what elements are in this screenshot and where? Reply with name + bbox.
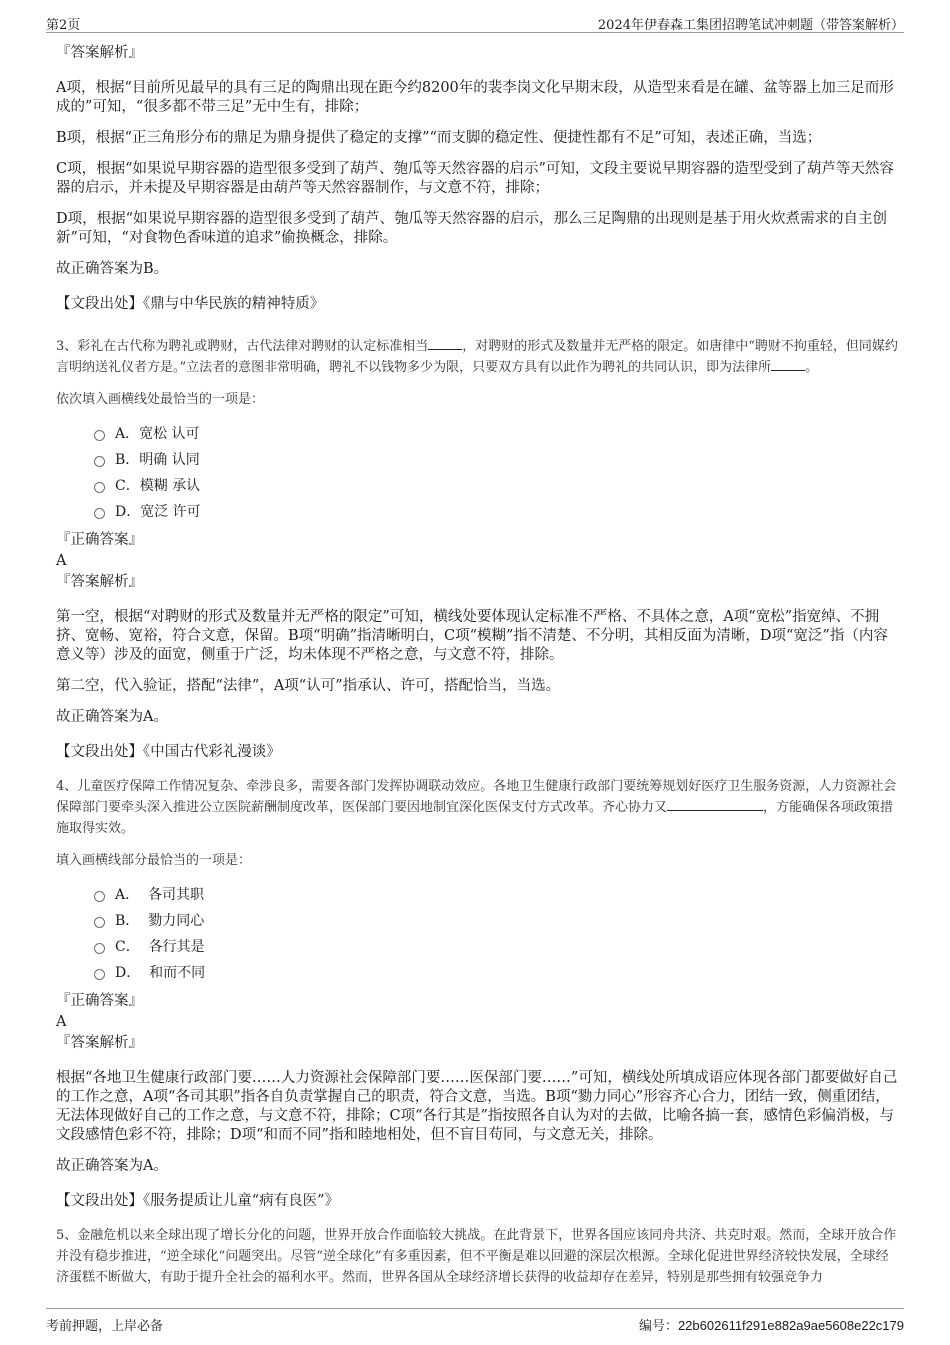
radio-icon[interactable] <box>94 430 105 441</box>
conclusion: 故正确答案为A。 <box>56 1158 168 1174</box>
footer-slogan: 考前押题，上岸必备 <box>46 1319 164 1334</box>
correct-answer-label: 『正确答案』 <box>56 532 143 548</box>
analysis-text: 第一空，根据“对聘财的形式及数量并无严格的限定”可知，横线处要体现认定标准不严格、不具体之意，A项“宽松”指宽绰、不拥挤、宽畅、宽裕，符合文意，保留。B项“明确”指清晰明白，C项“模糊”指不清楚、不分明，其相反面为清晰，D项“宽泛”指（内容意义等）涉及的面宽，侧重于广泛，均未体现不严格之意，与文意不符，排除。 <box>56 609 888 663</box>
option-a[interactable]: A． 各司其职 <box>94 882 898 908</box>
source: 【文段出处】《服务提质让儿童“病有良医”》 <box>56 1193 340 1209</box>
correct-answer-label: 『正确答案』 <box>56 993 143 1009</box>
radio-icon[interactable] <box>94 891 105 902</box>
option-list <box>94 421 898 525</box>
conclusion: 故正确答案为A。 <box>56 709 168 725</box>
analysis-label: 『答案解析』 <box>56 574 143 590</box>
question-stem: 5、金融危机以来全球出现了增长分化的问题，世界开放合作面临较大挑战。在此背景下，世界各国应该同舟共济、共克时艰。然而，全球开放合作并没有稳步推进，“逆全球化”问题突出。尽管“逆全球化”有多重因素，但不平衡是难以回避的深层次根源。全球化促进世界经济较快发展，全球经济蛋糕不断做大，有助于提升全社会的福利水平。然而，世界各国从全球经济增长获得的收益却存在差异，特别是那些拥有较强竞争力 <box>56 1228 897 1285</box>
document-id: 编号：22b602611f291e882a9ae5608e22c179 <box>638 1318 904 1334</box>
analysis-label: 『答案解析』 <box>56 45 143 61</box>
option-d[interactable]: D． 和而不同 <box>94 960 898 986</box>
question-prompt: 填入画横线部分最恰当的一项是： <box>56 853 252 868</box>
source: 【文段出处】《中国古代彩礼漫谈》 <box>56 744 281 760</box>
option-c[interactable]: C．模糊 承认 <box>94 473 898 499</box>
radio-icon[interactable] <box>94 508 105 519</box>
document-body <box>56 44 898 1298</box>
radio-icon[interactable] <box>94 482 105 493</box>
source: 【文段出处】《鼎与中华民族的精神特质》 <box>56 296 325 312</box>
correct-answer: A <box>56 1014 67 1030</box>
option-list <box>94 882 898 986</box>
analysis-label: 『答案解析』 <box>56 1035 143 1051</box>
option-d[interactable]: D．宽泛 许可 <box>94 499 898 525</box>
analysis-option-d: D项，根据“如果说早期容器的造型很多受到了葫芦、匏瓜等天然容器的启示，那么三足陶鼎的出现则是基于用火炊煮需求的自主创新”可知，“对食物色香味道的追求”偷换概念，排除。 <box>56 211 888 246</box>
blank-line <box>428 337 462 350</box>
question-stem: 4、儿童医疗保障工作情况复杂、牵涉良多，需要各部门发挥协调联动效应。各地卫生健康行政部门要统筹规划好医疗卫生服务资源，人力资源社会保障部门要牵头深入推进公立医院薪酬制度改革，医保部门要因地制宜深化医保支付方式改革。齐心协力又 ，方能确保各项政策措施取得实效。 <box>56 779 897 836</box>
conclusion: 故正确答案为B。 <box>56 261 169 277</box>
radio-icon[interactable] <box>94 969 105 980</box>
analysis-option-b: B项，根据“正三角形分布的鼎足为鼎身提供了稳定的支撑”“而支脚的稳定性、便捷性都有不足”可知，表述正确，当选； <box>56 130 822 146</box>
option-b[interactable]: B． 勠力同心 <box>94 908 898 934</box>
option-c[interactable]: C． 各行其是 <box>94 934 898 960</box>
option-a[interactable]: A．宽松 认可 <box>94 421 898 447</box>
document-title: 2024年伊春森工集团招聘笔试冲刺题（带答案解析） <box>597 18 904 33</box>
question-stem: 3、彩礼在古代称为聘礼或聘财，古代法律对聘财的认定标准相当 ，对聘财的形式及数量并无严格的限定。如唐律中“聘财不拘重轻，但同媒约言明纳送礼仪者方是。”立法者的意图非常明确，聘礼不以钱物多少为限，只要双方具有以此作为聘礼的共同认识，即为法律所 。 <box>56 339 898 375</box>
radio-icon[interactable] <box>94 456 105 467</box>
analysis-option-c: C项，根据“如果说早期容器的造型很多受到了葫芦、匏瓜等天然容器的启示”可知，文段主要说早期容器的造型受到了葫芦等天然容器的启示，并未提及早期容器是由葫芦等天然容器制作，与文意不符，排除； <box>56 161 894 196</box>
radio-icon[interactable] <box>94 943 105 954</box>
analysis-text: 根据“各地卫生健康行政部门要……人力资源社会保障部门要……医保部门要……”可知，横线处所填成语应体现各部门都要做好自己的工作之意，A项“各司其职”指各自负责掌握自己的职责，符合文意，当选。B项“勠力同心”形容齐心合力，团结一致，侧重团结，无法体现做好自己的工作之意，与文意不符，排除；C项“各行其是”指按照各自认为对的去做，比喻各搞一套，感情色彩偏消极，与文段感情色彩不符，排除；D项“和而不同”指和睦地相处，但不盲目苟同，与文意无关，排除。 <box>56 1070 898 1143</box>
question-prompt: 依次填入画横线处最恰当的一项是： <box>56 392 265 407</box>
analysis-text: 第二空，代入验证，搭配“法律”，A项“认可”指承认、许可，搭配恰当，当选。 <box>56 678 561 694</box>
radio-icon[interactable] <box>94 917 105 928</box>
correct-answer: A <box>56 553 67 569</box>
blank-line <box>771 358 805 371</box>
page-header <box>46 12 904 33</box>
page-footer <box>46 1308 904 1337</box>
option-b[interactable]: B．明确 认同 <box>94 447 898 473</box>
blank-line <box>667 798 763 811</box>
analysis-option-a: A项，根据“目前所见最早的具有三足的陶鼎出现在距今约8200年的裴李岗文化早期末段，从造型来看是在罐、盆等器上加三足而形成的”可知，“很多都不带三足”无中生有，排除； <box>56 80 894 115</box>
page-number: 第2页 <box>46 18 81 33</box>
